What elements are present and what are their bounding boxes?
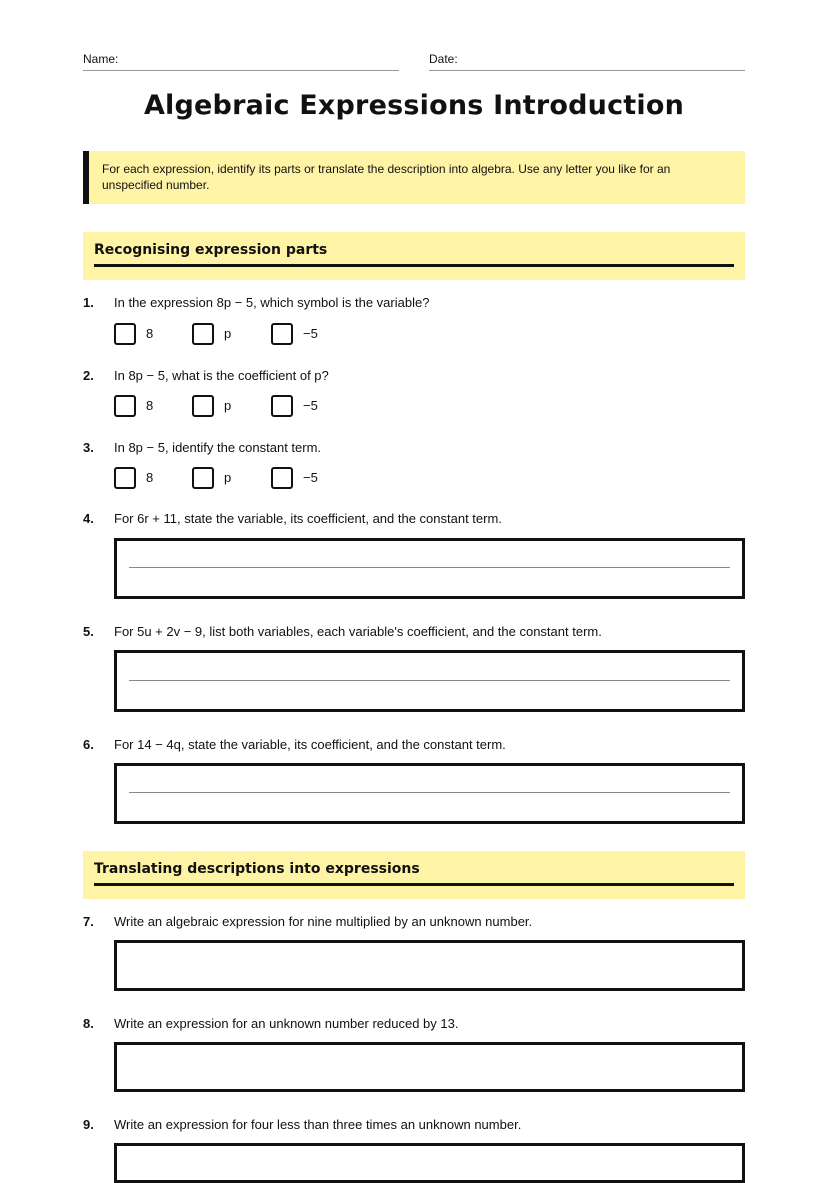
question-number: 8. [83,1016,94,1031]
question-number: 3. [83,440,94,455]
question-text: In 8p − 5, what is the coefficient of p? [114,368,329,383]
name-label: Name: [83,52,119,66]
question-text: For 14 − 4q, state the variable, its coefficient, and the constant term. [114,737,506,752]
question-number: 2. [83,368,94,383]
checkbox-icon[interactable] [192,395,214,417]
section-header-2 [83,851,745,899]
section-title: Translating descriptions into expressions [94,861,420,877]
checkbox-icon[interactable] [192,323,214,345]
option-label: −5 [303,326,318,341]
question-number: 4. [83,511,94,526]
question-number: 9. [83,1117,94,1132]
option-label: −5 [303,398,318,413]
option-label: p [224,326,232,341]
question-text: In the expression 8p − 5, which symbol is the variable? [114,295,430,310]
checkbox-icon[interactable] [271,467,293,489]
instructions-text: For each expression, identify its parts or translate the description into algebra. Use any letter you like for an unspecified number. [102,162,671,192]
date-label: Date: [429,52,458,66]
question-text: In 8p − 5, identify the constant term. [114,440,322,455]
question-text: Write an expression for an unknown number reduced by 13. [114,1016,459,1031]
checkbox-icon[interactable] [192,467,214,489]
question-number: 6. [83,737,94,752]
question-number: 1. [83,295,94,310]
checkbox-icon[interactable] [114,323,136,345]
answer-line [129,792,730,793]
question-text: Write an expression for four less than three times an unknown number. [114,1117,522,1132]
option-label: 8 [146,398,154,413]
section-title: Recognising expression parts [94,242,328,258]
question-text: For 6r + 11, state the variable, its coefficient, and the constant term. [114,511,502,526]
question-number: 5. [83,624,94,639]
name-date-row [83,52,745,72]
section-header-1 [83,232,745,280]
option-label: p [224,470,232,485]
date-field[interactable] [429,52,745,71]
option-label: −5 [303,470,318,485]
answer-box[interactable] [114,1042,745,1092]
option-label: 8 [146,326,154,341]
option-label: p [224,398,232,413]
answer-box[interactable] [114,650,745,712]
page-title: Algebraic Expressions Introduction [143,90,685,121]
instructions-box [83,151,745,204]
section-underline [94,264,734,267]
answer-box[interactable] [114,538,745,599]
answer-box[interactable] [114,763,745,824]
name-field[interactable] [83,52,399,71]
checkbox-icon[interactable] [271,323,293,345]
answer-line [129,567,730,568]
answer-box[interactable] [114,940,745,991]
question-text: For 5u + 2v − 9, list both variables, each variable's coefficient, and the constant term. [114,624,602,639]
checkbox-icon[interactable] [114,395,136,417]
option-label: 8 [146,470,154,485]
checkbox-icon[interactable] [271,395,293,417]
answer-box[interactable] [114,1143,745,1183]
answer-line [129,680,730,681]
section-underline [94,883,734,886]
question-number: 7. [83,914,94,929]
checkbox-icon[interactable] [114,467,136,489]
question-text: Write an algebraic expression for nine multiplied by an unknown number. [114,914,533,929]
